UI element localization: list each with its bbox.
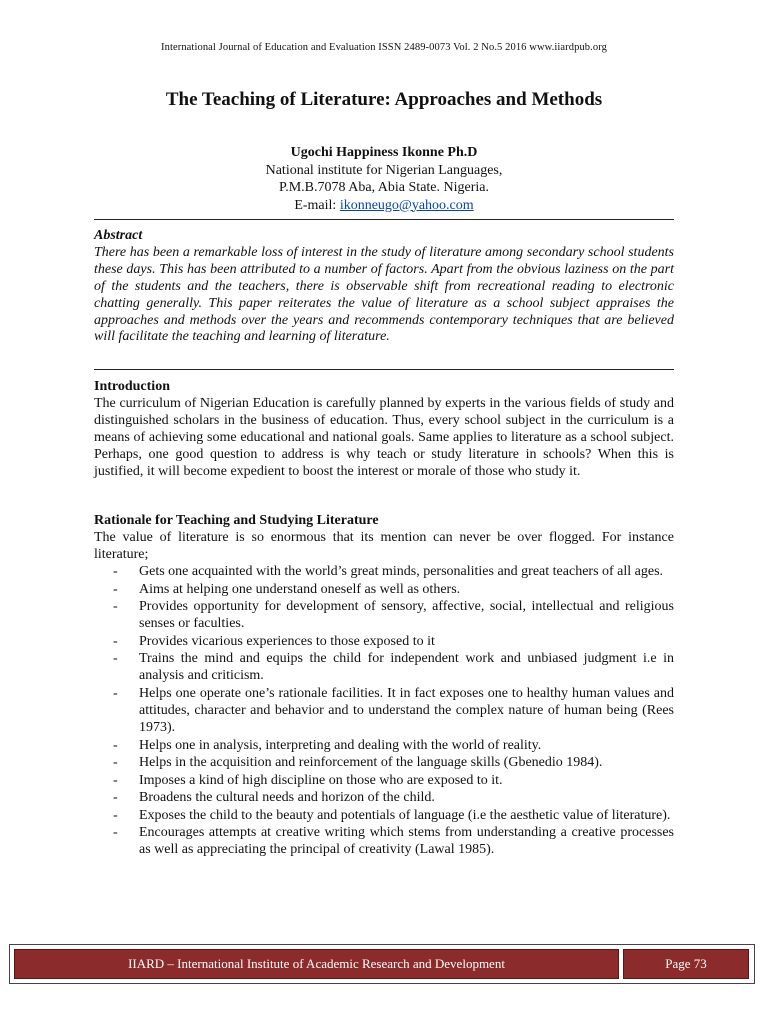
list-item-text: Provides opportunity for development of sensory, affective, social, intellectual and religious senses or faculties. xyxy=(139,599,674,632)
rationale-list xyxy=(94,563,674,858)
abstract-bottom-rule xyxy=(94,369,674,370)
dash-bullet: - xyxy=(113,651,118,667)
list-item-text: Imposes a kind of high discipline on those who are exposed to it. xyxy=(139,772,503,788)
dash-bullet: - xyxy=(113,824,118,840)
list-item xyxy=(113,772,674,789)
list-item-text: Provides vicarious experiences to those exposed to it xyxy=(139,633,435,649)
abstract-top-rule xyxy=(94,219,674,220)
rationale-section xyxy=(94,512,674,859)
dash-bullet: - xyxy=(113,685,118,701)
rationale-intro: The value of literature is so enormous that its mention can never be over flogged. For instance literature; xyxy=(94,530,674,563)
list-item-text: Helps in the acquisition and reinforcement of the language skills (Gbenedio 1984). xyxy=(139,755,603,771)
list-item-text: Gets one acquainted with the world’s great minds, personalities and great teachers of all ages. xyxy=(139,564,664,580)
author-block xyxy=(0,144,768,214)
abstract-heading: Abstract xyxy=(94,228,143,243)
paper-title: The Teaching of Literature: Approaches and Methods xyxy=(165,89,603,110)
list-item-text: Encourages attempts at creative writing which stems from understanding a creative processes as well as appreciating the principal of creativity (Lawal 1985). xyxy=(139,824,674,858)
list-item xyxy=(113,563,674,580)
footer-page-number: Page 73 xyxy=(623,949,749,979)
list-item-text: Aims at helping one understand oneself as well as others. xyxy=(139,581,461,597)
email-label: E-mail: xyxy=(294,197,340,213)
list-item-text: Broadens the cultural needs and horizon of the child. xyxy=(139,790,435,806)
list-item xyxy=(113,650,674,684)
email-link[interactable]: ikonneugo@yahoo.com xyxy=(339,197,474,213)
rationale-heading: Rationale for Teaching and Studying Literature xyxy=(94,513,379,528)
list-item xyxy=(113,685,674,736)
author-affiliation: National institute for Nigerian Languages, xyxy=(265,162,503,178)
list-item xyxy=(113,598,674,632)
footer xyxy=(9,944,755,984)
author-name: Ugochi Happiness Ikonne Ph.D xyxy=(290,145,478,160)
list-item-text: Helps one in analysis, interpreting and dealing with the world of reality. xyxy=(139,737,542,753)
abstract-text: There has been a remarkable loss of interest in the study of literature among secondary school students these days. This has been attributed to a number of factors. Apart from the obvious laziness on the part of the students and the teachers, there is observable shift from recreational reading to electronic chatting generally. This paper reiterates the value of literature as a school subject appraises the approaches and methods over the years and recommends contemporary techniques that are believed will facilitate the teaching and learning of literature. xyxy=(94,244,674,345)
list-item xyxy=(113,789,674,806)
list-item xyxy=(113,737,674,754)
dash-bullet: - xyxy=(113,737,118,753)
dash-bullet: - xyxy=(113,581,118,597)
list-item-text: Trains the mind and equips the child for independent work and unbiased judgment i.e in analysis and criticism. xyxy=(139,651,674,684)
running-header: International Journal of Education and Evaluation ISSN 2489-0073 Vol. 2 No.5 2016 www.iiardpub.org xyxy=(161,42,607,53)
dash-bullet: - xyxy=(113,807,118,823)
dash-bullet: - xyxy=(113,755,118,771)
author-email-line xyxy=(0,197,768,215)
introduction-heading: Introduction xyxy=(94,379,170,394)
footer-institution: IIARD – International Institute of Academic Research and Development xyxy=(14,949,619,979)
abstract xyxy=(94,228,674,346)
list-item-text: Exposes the child to the beauty and potentials of language (i.e the aesthetic value of literature). xyxy=(139,807,671,823)
list-item-text: Helps one operate one’s rationale facilities. It in fact exposes one to healthy human values and attitudes, character and behavior and to understand the complex nature of human being (Rees 1973). xyxy=(139,685,674,736)
list-item xyxy=(113,824,674,858)
dash-bullet: - xyxy=(113,633,118,649)
list-item xyxy=(113,581,674,598)
list-item xyxy=(113,633,674,650)
dash-bullet: - xyxy=(113,772,118,788)
list-item xyxy=(113,807,674,824)
dash-bullet: - xyxy=(113,790,118,806)
list-item xyxy=(113,754,674,771)
introduction-text: The curriculum of Nigerian Education is carefully planned by experts in the various fields of study and distinguished scholars in the business of education. Thus, every school subject in the curriculum is a means of achieving some educational and national goals. Same applies to literature as a school subject. Perhaps, one good question to address is why teach or study literature in schools? When this is justified, it will become expedient to boost the interest or morale of those who study it. xyxy=(94,396,674,480)
dash-bullet: - xyxy=(113,564,118,580)
author-address: P.M.B.7078 Aba, Abia State. Nigeria. xyxy=(279,180,489,195)
introduction-section xyxy=(94,378,674,481)
dash-bullet: - xyxy=(113,599,118,615)
